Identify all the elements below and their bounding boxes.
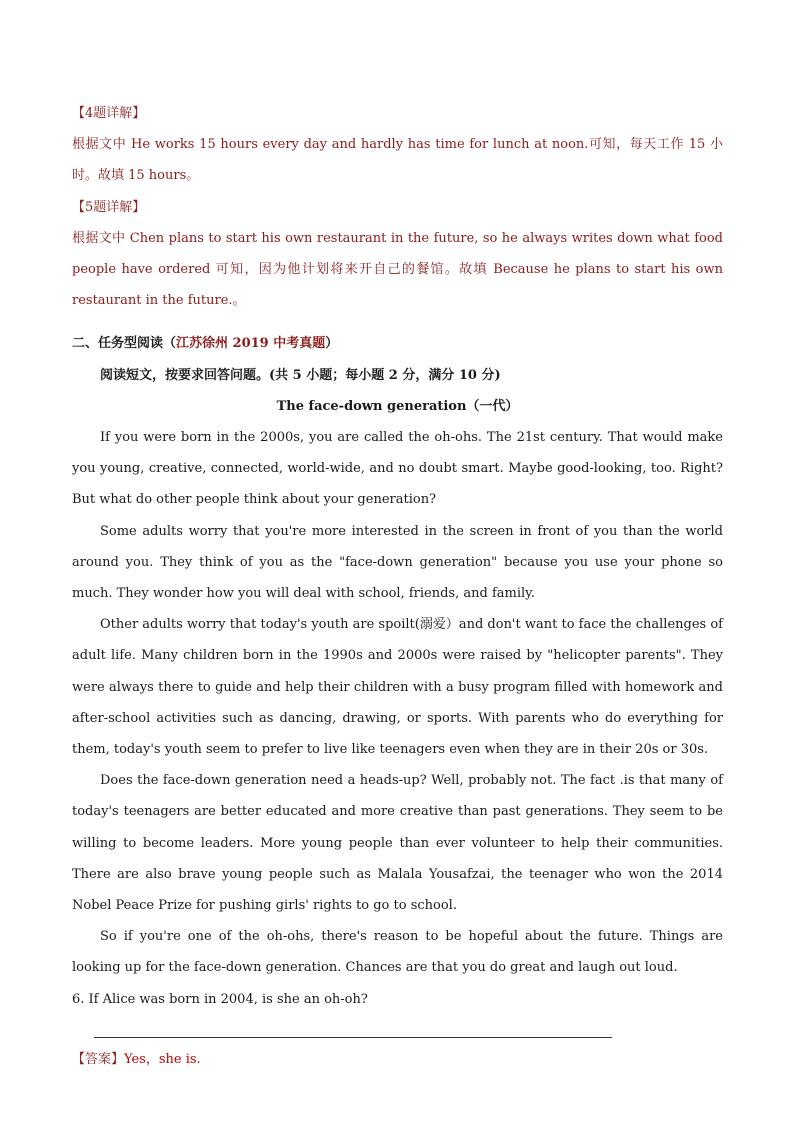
q5-explanation-header: 【5题详解】: [72, 199, 146, 215]
article-paragraph-3: Other adults worry that today's youth are spoilt(溺爱）and don't want to face the challenges of adult life. Many children born in the 1990s and 2000s were raised by "helicopter parents". They were always there to guide and help their children with a busy program filled with homework and after-school activities such as dancing, drawing, or sports. With parents who do everything for them, today's youth seem to prefer to live like teenagers even when they are in their 20s or 30s.: [72, 617, 723, 758]
document-content: [72, 98, 723, 1075]
section-heading-source: 江苏徐州 2019 中考真题: [176, 336, 326, 352]
article-paragraph-4: Does the face-down generation need a heads-up? Well, probably not. The fact .is that many of today's teenagers are better educated and more creative than past generations. They seem to be willing to become leaders. More young people than ever volunteer to help their communities. There are also brave young people such as Malala Yousafzai, the teenager who won the 2014 Nobel Peace Prize for pushing girls' rights to go to school.: [72, 773, 723, 914]
answer-label: 【答案】: [72, 1051, 125, 1067]
article-paragraph-5: So if you're one of the oh-ohs, there's reason to be hopeful about the future. Things are looking up for the face-down generation. Chances are that you do great and laugh out loud.: [72, 929, 723, 976]
section-heading: [72, 328, 723, 359]
q4-explanation-header: 【4题详解】: [72, 106, 146, 121]
answer-blank-line[interactable]: [94, 1037, 612, 1038]
section-heading-prefix: 二、任务型阅读（: [72, 336, 177, 352]
article-paragraph-2: Some adults worry that you're more interested in the screen in front of you than the world around you. They think of you as the "face-down generation" because you use your phone so much. They wonder how you will deal with school, friends, and family.: [72, 523, 723, 602]
answer-text: Yes，she is.: [124, 1051, 201, 1067]
section-heading-suffix: ）: [325, 336, 339, 352]
answer-6: [72, 1044, 723, 1075]
q4-explanation-text: 根据文中 He works 15 hours every day and hardly has time for lunch at noon.可知，每天工作 15 小时。故填 15 hours。: [72, 137, 723, 184]
q5-explanation-text: 根据文中 Chen plans to start his own restaurant in the future, so he always writes down what food people have ordered 可知，因为他计划将来开自己的餐馆。故填 Because he plans to start his own restaurant in the future.。: [72, 230, 723, 309]
article-paragraph-1: If you were born in the 2000s, you are called the oh-ohs. The 21st century. That would make you young, creative, connected, world-wide, and no doubt smart. Maybe good-looking, too. Right? But what do other people think about your generation?: [72, 430, 723, 508]
section-instruction: 阅读短文，按要求回答问题。(共 5 小题；每小题 2 分，满分 10 分): [100, 367, 501, 383]
article-title: The face-down generation（一代）: [276, 398, 519, 414]
question-6: 6. If Alice was born in 2004, is she an oh-oh?: [72, 991, 368, 1007]
